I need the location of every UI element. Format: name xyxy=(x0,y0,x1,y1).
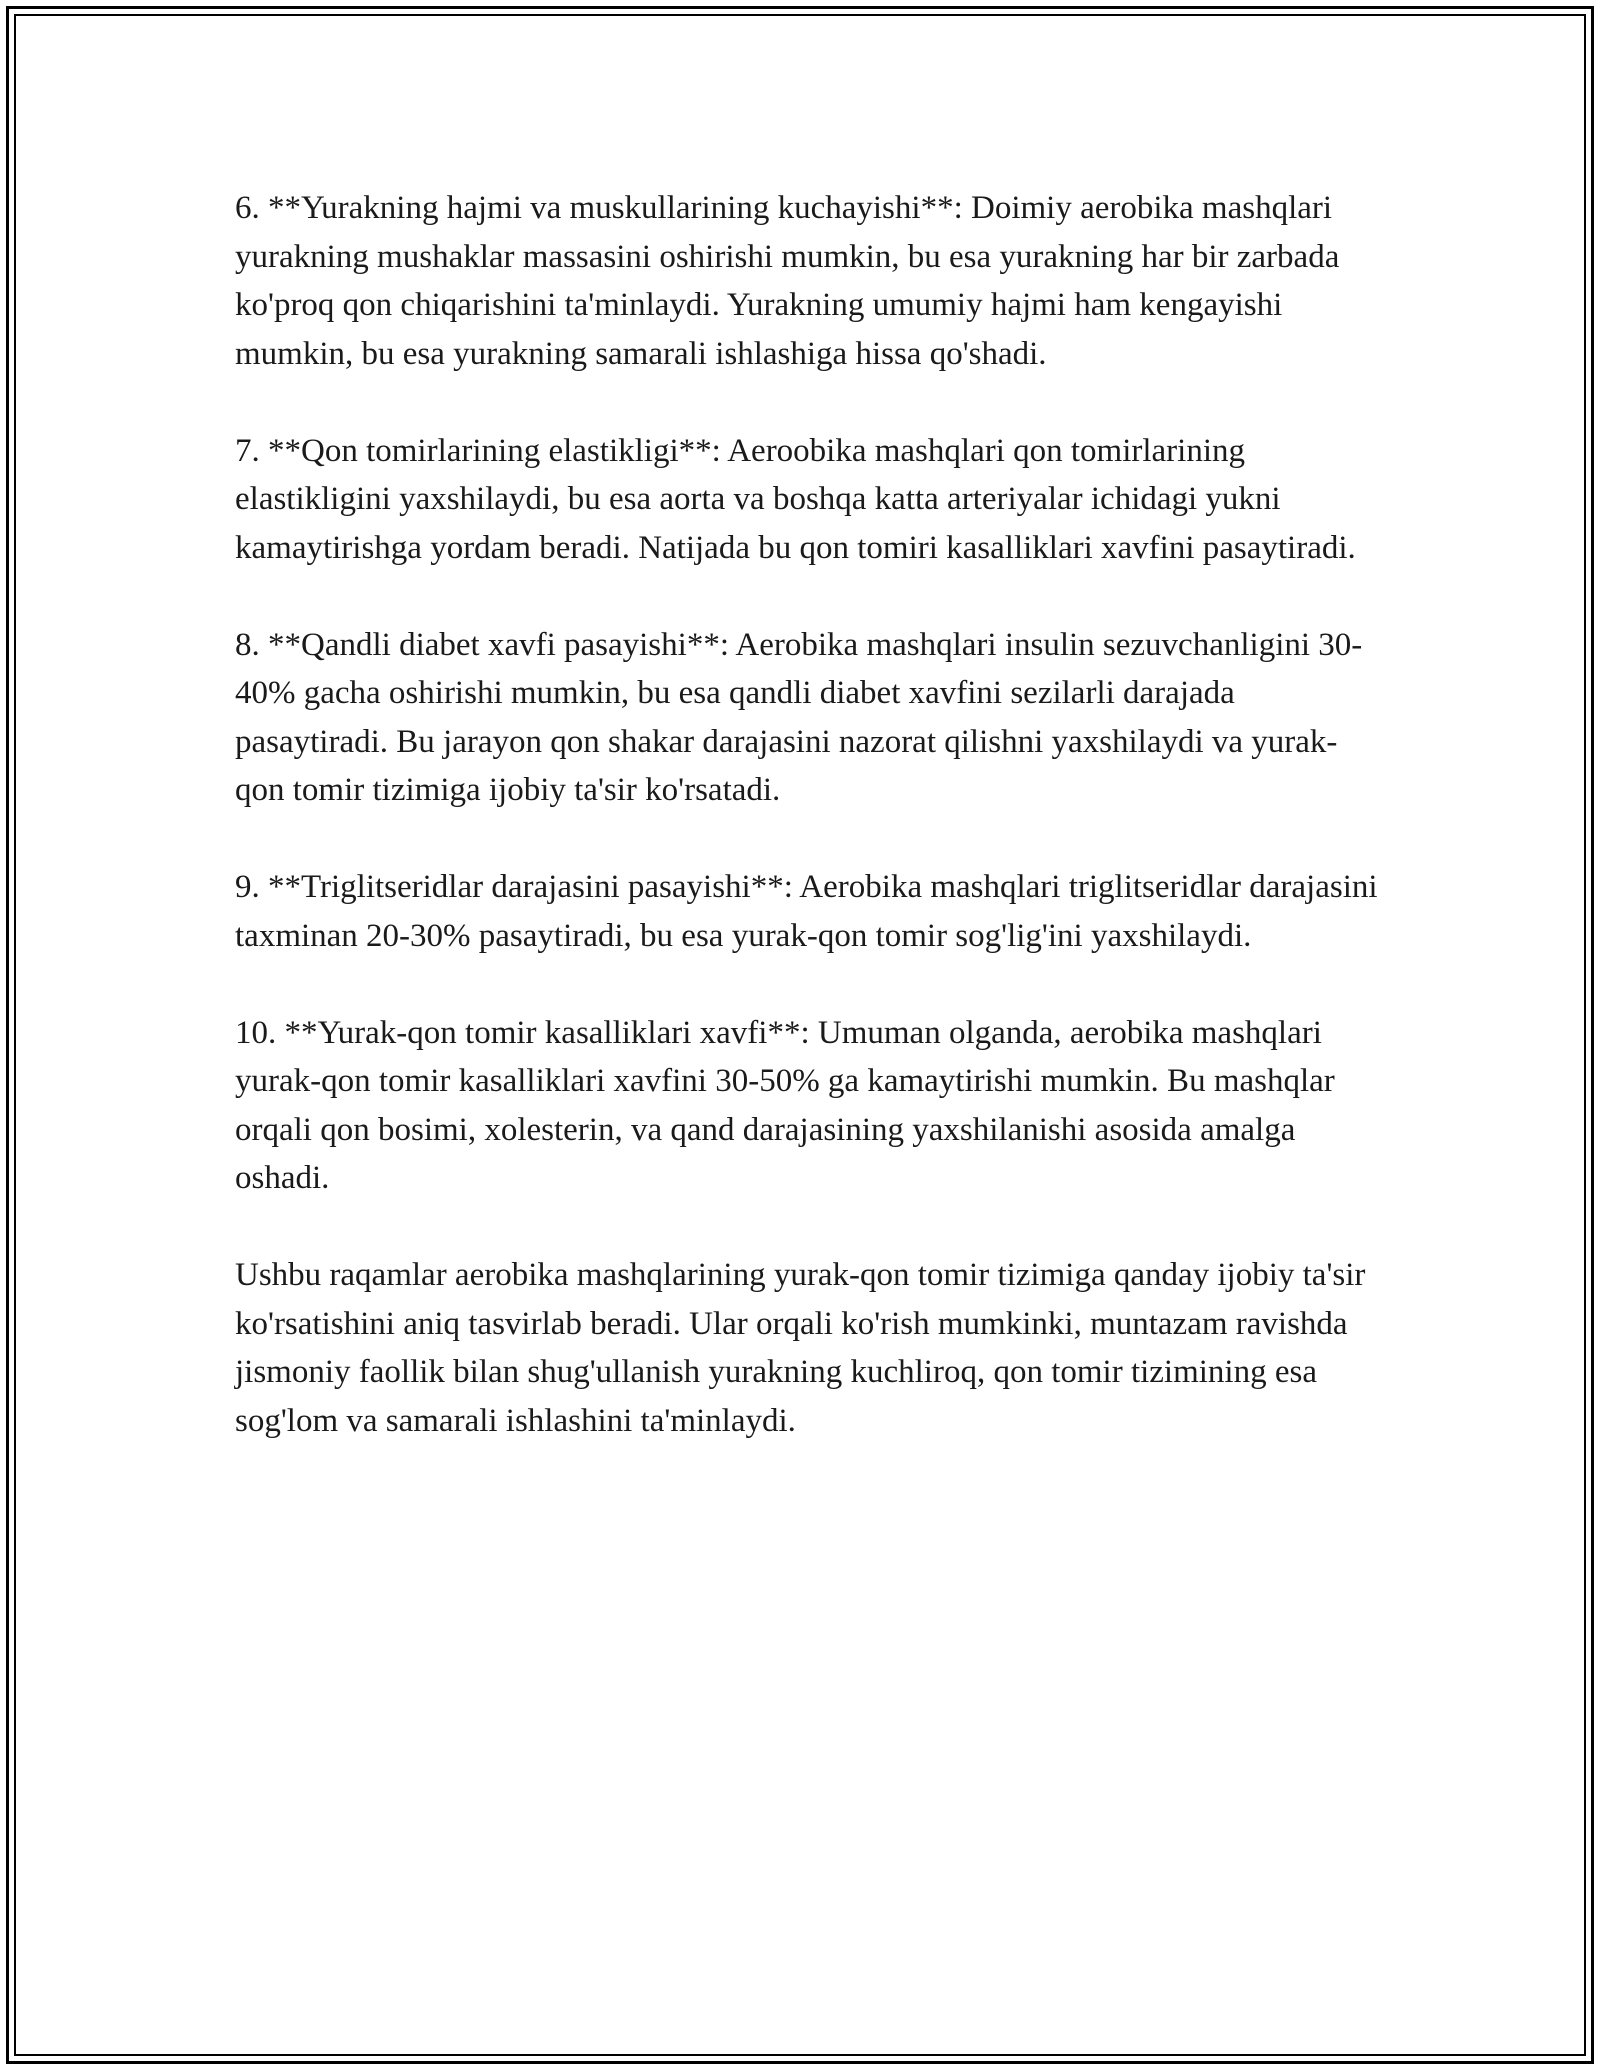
paragraph-conclusion: Ushbu raqamlar aerobika mashqlarining yurak-qon tomir tizimiga qanday ijobiy ta'sir ko'rsatishini aniq tasvirlab beradi. Ular orqali ko'rish mumkinki, muntazam ravishda jismoniy faollik bilan shug'ullanish yurakning kuchliroq, qon tomir tizimining esa sog'lom va samarali ishlashini ta'minlaydi. xyxy=(235,1257,1366,1439)
paragraph-item-6: 6. **Yurakning hajmi va muskullarining kuchayishi**: Doimiy aerobika mashqlari yurakning mushaklar massasini oshirishi mumkin, bu esa yurakning har bir zarbada ko'proq qon chiqarishini ta'minlaydi. Yurakning umumiy hajmi ham kengayishi mumkin, bu esa yurakning samarali ishlashiga hissa qo'shadi. xyxy=(235,190,1340,372)
paragraph-item-10: 10. **Yurak-qon tomir kasalliklari xavfi**: Umuman olganda, aerobika mashqlari yurak-qon tomir kasalliklari xavfini 30-50% ga kamaytirishi mumkin. Bu mashqlar orqali qon bosimi, xolesterin, va qand darajasining yaxshilanishi asosida amalga oshadi. xyxy=(235,1014,1335,1196)
paragraph-item-7: 7. **Qon tomirlarining elastikligi**: Aeroobika mashqlari qon tomirlarining elastikligini yaxshilaydi, bu esa aorta va boshqa katta arteriyalar ichidagi yukni kamaytirishga yordam beradi. Natijada bu qon tomiri kasalliklari xavfini pasaytiradi. xyxy=(235,432,1356,566)
paragraph-item-8: 8. **Qandli diabet xavfi pasayishi**: Aerobika mashqlari insulin sezuvchanligini 30-40% gacha oshirishi mumkin, bu esa qandli diabet xavfini sezilarli darajada pasaytiradi. Bu jarayon qon shakar darajasini nazorat qilishni yaxshilaydi va yurak-qon tomir tizimiga ijobiy ta'sir ko'rsatadi. xyxy=(235,626,1363,808)
paragraph-item-9: 9. **Triglitseridlar darajasini pasayishi**: Aerobika mashqlari triglitseridlar darajasini taxminan 20-30% pasaytiradi, bu esa yurak-qon tomir sog'lig'ini yaxshilaydi. xyxy=(235,869,1378,954)
document-body xyxy=(235,184,1380,1494)
